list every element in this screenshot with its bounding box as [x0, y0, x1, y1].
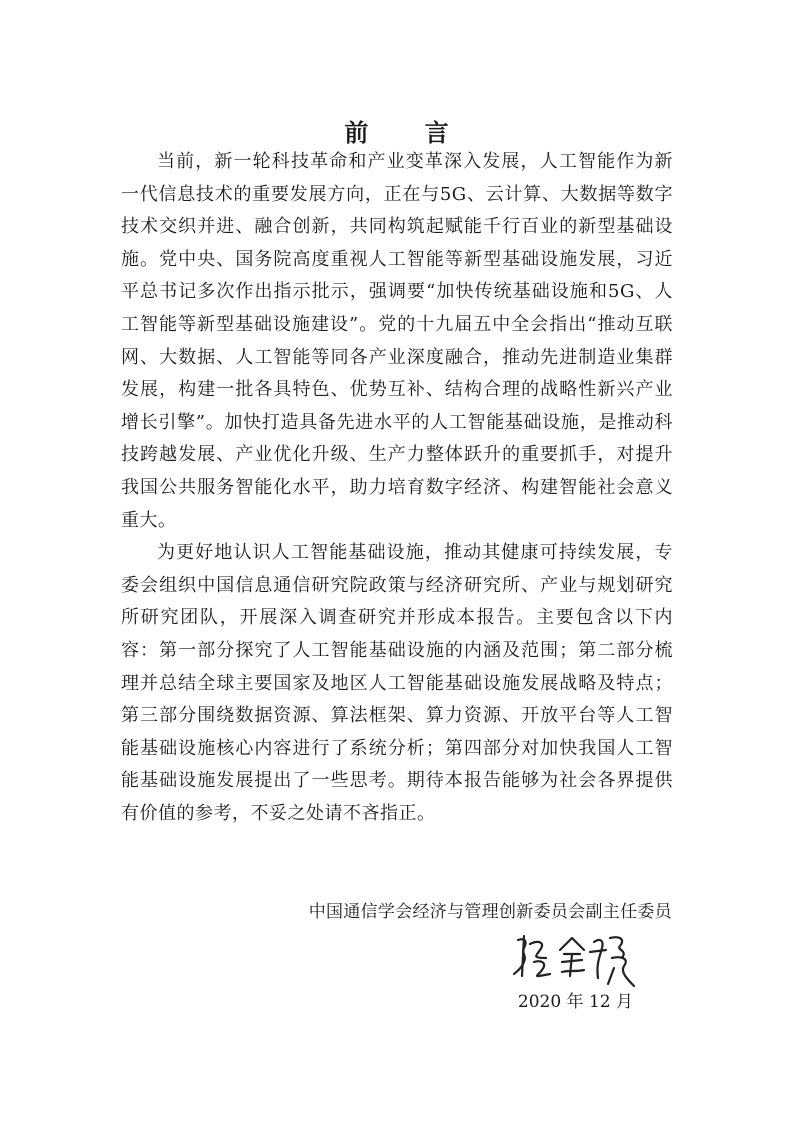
handwritten-signature: [510, 928, 640, 990]
signoff-organization: 中国通信学会经济与管理创新委员会副主任委员: [308, 902, 672, 922]
paragraph-1: 当前，新一轮科技革命和产业变革深入发展，人工智能作为新一代信息技术的重要发展方向，正在与5G、云计算、大数据等数字技术交织并进、融合创新，共同构筑起赋能千行百业的新型基础设施。党中央、国务院高度重视人工智能等新型基础设施发展，习近平总书记多次作出指示批示，强调要“加快传统基础设施和5G、人工智能等新型基础设施建设”。党的十九届五中全会指出“推动互联网、大数据、人工智能等同各产业深度融合，推动先进制造业集群发展，构建一批各具特色、优势互补、结构合理的战略性新兴产业增长引擎”。加快打造具备先进水平的人工智能基础设施，是推动科技跨越发展、产业优化升级、生产力整体跃升的重要抓手，对提升我国公共服务智能化水平，助力培育数字经济、构建智能社会意义重大。: [121, 151, 673, 531]
preface-body: [121, 146, 673, 830]
page-title: 前 言: [344, 119, 473, 148]
signoff-date: 2020 年 12 月: [517, 992, 633, 1012]
paragraph-2: 为更好地认识人工智能基础设施，推动其健康可持续发展，专委会组织中国信息通信研究院政策与经济研究所、产业与规划研究所研究团队，开展深入调查研究并形成本报告。主要包含以下内容：第一部分探究了人工智能基础设施的内涵及范围；第二部分梳理并总结全球主要国家及地区人工智能基础设施发展战略及特点；第三部分围绕数据资源、算法框架、算力资源、开放平台等人工智能基础设施核心内容进行了系统分析；第四部分对加快我国人工智能基础设施发展提出了一些思考。期待本报告能够为社会各界提供有价值的参考，不妥之处请不吝指正。: [121, 542, 673, 824]
